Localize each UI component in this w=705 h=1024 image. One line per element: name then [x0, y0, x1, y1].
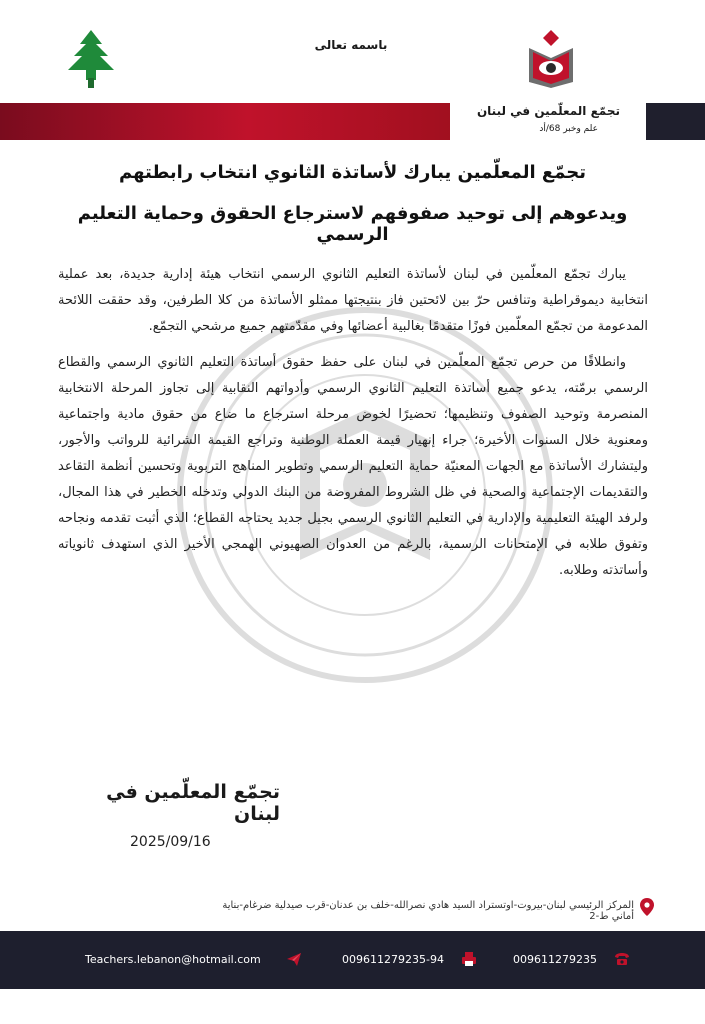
phone-icon: [614, 951, 630, 967]
title-line-1: تجمّع المعلّمين يبارك لأساتذة الثانوي انتخاب رابطتهم: [118, 162, 587, 183]
letterhead: [0, 0, 705, 145]
title-line-2: ويدعوهم إلى توحيد صفوفهم لاسترجاع الحقوق وحماية التعليم الرسمي: [77, 203, 628, 245]
address: المركز الرئيسي لبنان-بيروت-اوتستراد السيد هادي نصرالله-خلف بن عدنان-قرب صيدلية ضرغام-بناية أماني ط-2: [222, 900, 634, 922]
send-icon: [286, 951, 302, 967]
org-name: تجمّع المعلّمين في لبنان: [476, 104, 620, 118]
signature: تجمّع المعلّمين في لبنان: [106, 781, 280, 825]
header-red-bar: [0, 103, 450, 140]
lebanese-cedar-icon: [60, 28, 122, 90]
footer-phone[interactable]: 009611279235: [513, 953, 597, 966]
book-eye-logo-icon: [525, 28, 577, 90]
basmala: باسمه تعالى: [314, 38, 388, 52]
letter-date: 2025/09/16: [130, 834, 211, 850]
footer-fax[interactable]: 009611279235-94: [342, 953, 444, 966]
location-pin-icon: [640, 898, 654, 916]
paragraph-2: وانطلاقًا من حرص تجمّع المعلّمين في لبنان على حفظ حقوق أساتذة التعليم الثانوي الرسمي والقطاع الرسمي برمّته، يدعو جميع أساتذة التعليم الثانوي الرسمي وأدواتهم النقابية إلى تجاوز المرحلة الانتخابية المنصرمة وتوحيد الصفوف وتنظيمها؛ تحضيرًا لخوض مرحلة استرجاع ما ضاع من حقوق مادية واجتماعية ومعنوية خلال السنوات الأخيرة؛ جراء إنهيار قيمة العملة الوطنية وتراجع القيمة الشرائية للرواتب والأجور، وليتشارك الأساتذة مع الجهات المعنيّة حماية التعليم الرسمي وتطوير المناهج التربوية وتحسين أنظمة التقاعد والتقديمات الإجتماعية والصحية في ظل الشروط المفروضة من البنك الدولي وتدخله الخطير في هذا المجال، ولرفد الهيئة التعليمية والإدارية في التعليم الثانوي الرسمي بجيل جديد يحتاجه القطاع؛ الذي أثبت تقدمه ونجاحه وتفوق طلابه في الإمتحانات الرسمية، بالرغم من العدوان الصهيوني الهمجي الأخير الذي استهدف ثانوياته وأساتذته وطلابه.: [58, 355, 648, 578]
fax-icon: [461, 951, 477, 967]
header-dark-bar: [646, 103, 705, 140]
footer-email[interactable]: Teachers.lebanon@hotmail.com: [85, 953, 261, 966]
footer-bar: [0, 931, 705, 989]
page-bottom-margin: [0, 994, 705, 1024]
letter-body: [58, 262, 648, 594]
registration-number: علم وخبر 68/أد: [539, 124, 598, 134]
paragraph-1: يبارك تجمّع المعلّمين في لبنان لأساتذة التعليم الثانوي الرسمي انتخاب هيئة إدارية جديدة، بعد عملية انتخابية ديموقراطية وتنافس حرّ بين لائحتين فاز بنتيجتها ممثلو الأساتذة من كلا الطرفين، وقد حققت اللائحة المدعومة من تجمّع المعلّمين فوزًا متقدمًا بغالبية أعضائها وفي مقدّمتهم جميع مرشحي التجمّع.: [58, 267, 648, 334]
